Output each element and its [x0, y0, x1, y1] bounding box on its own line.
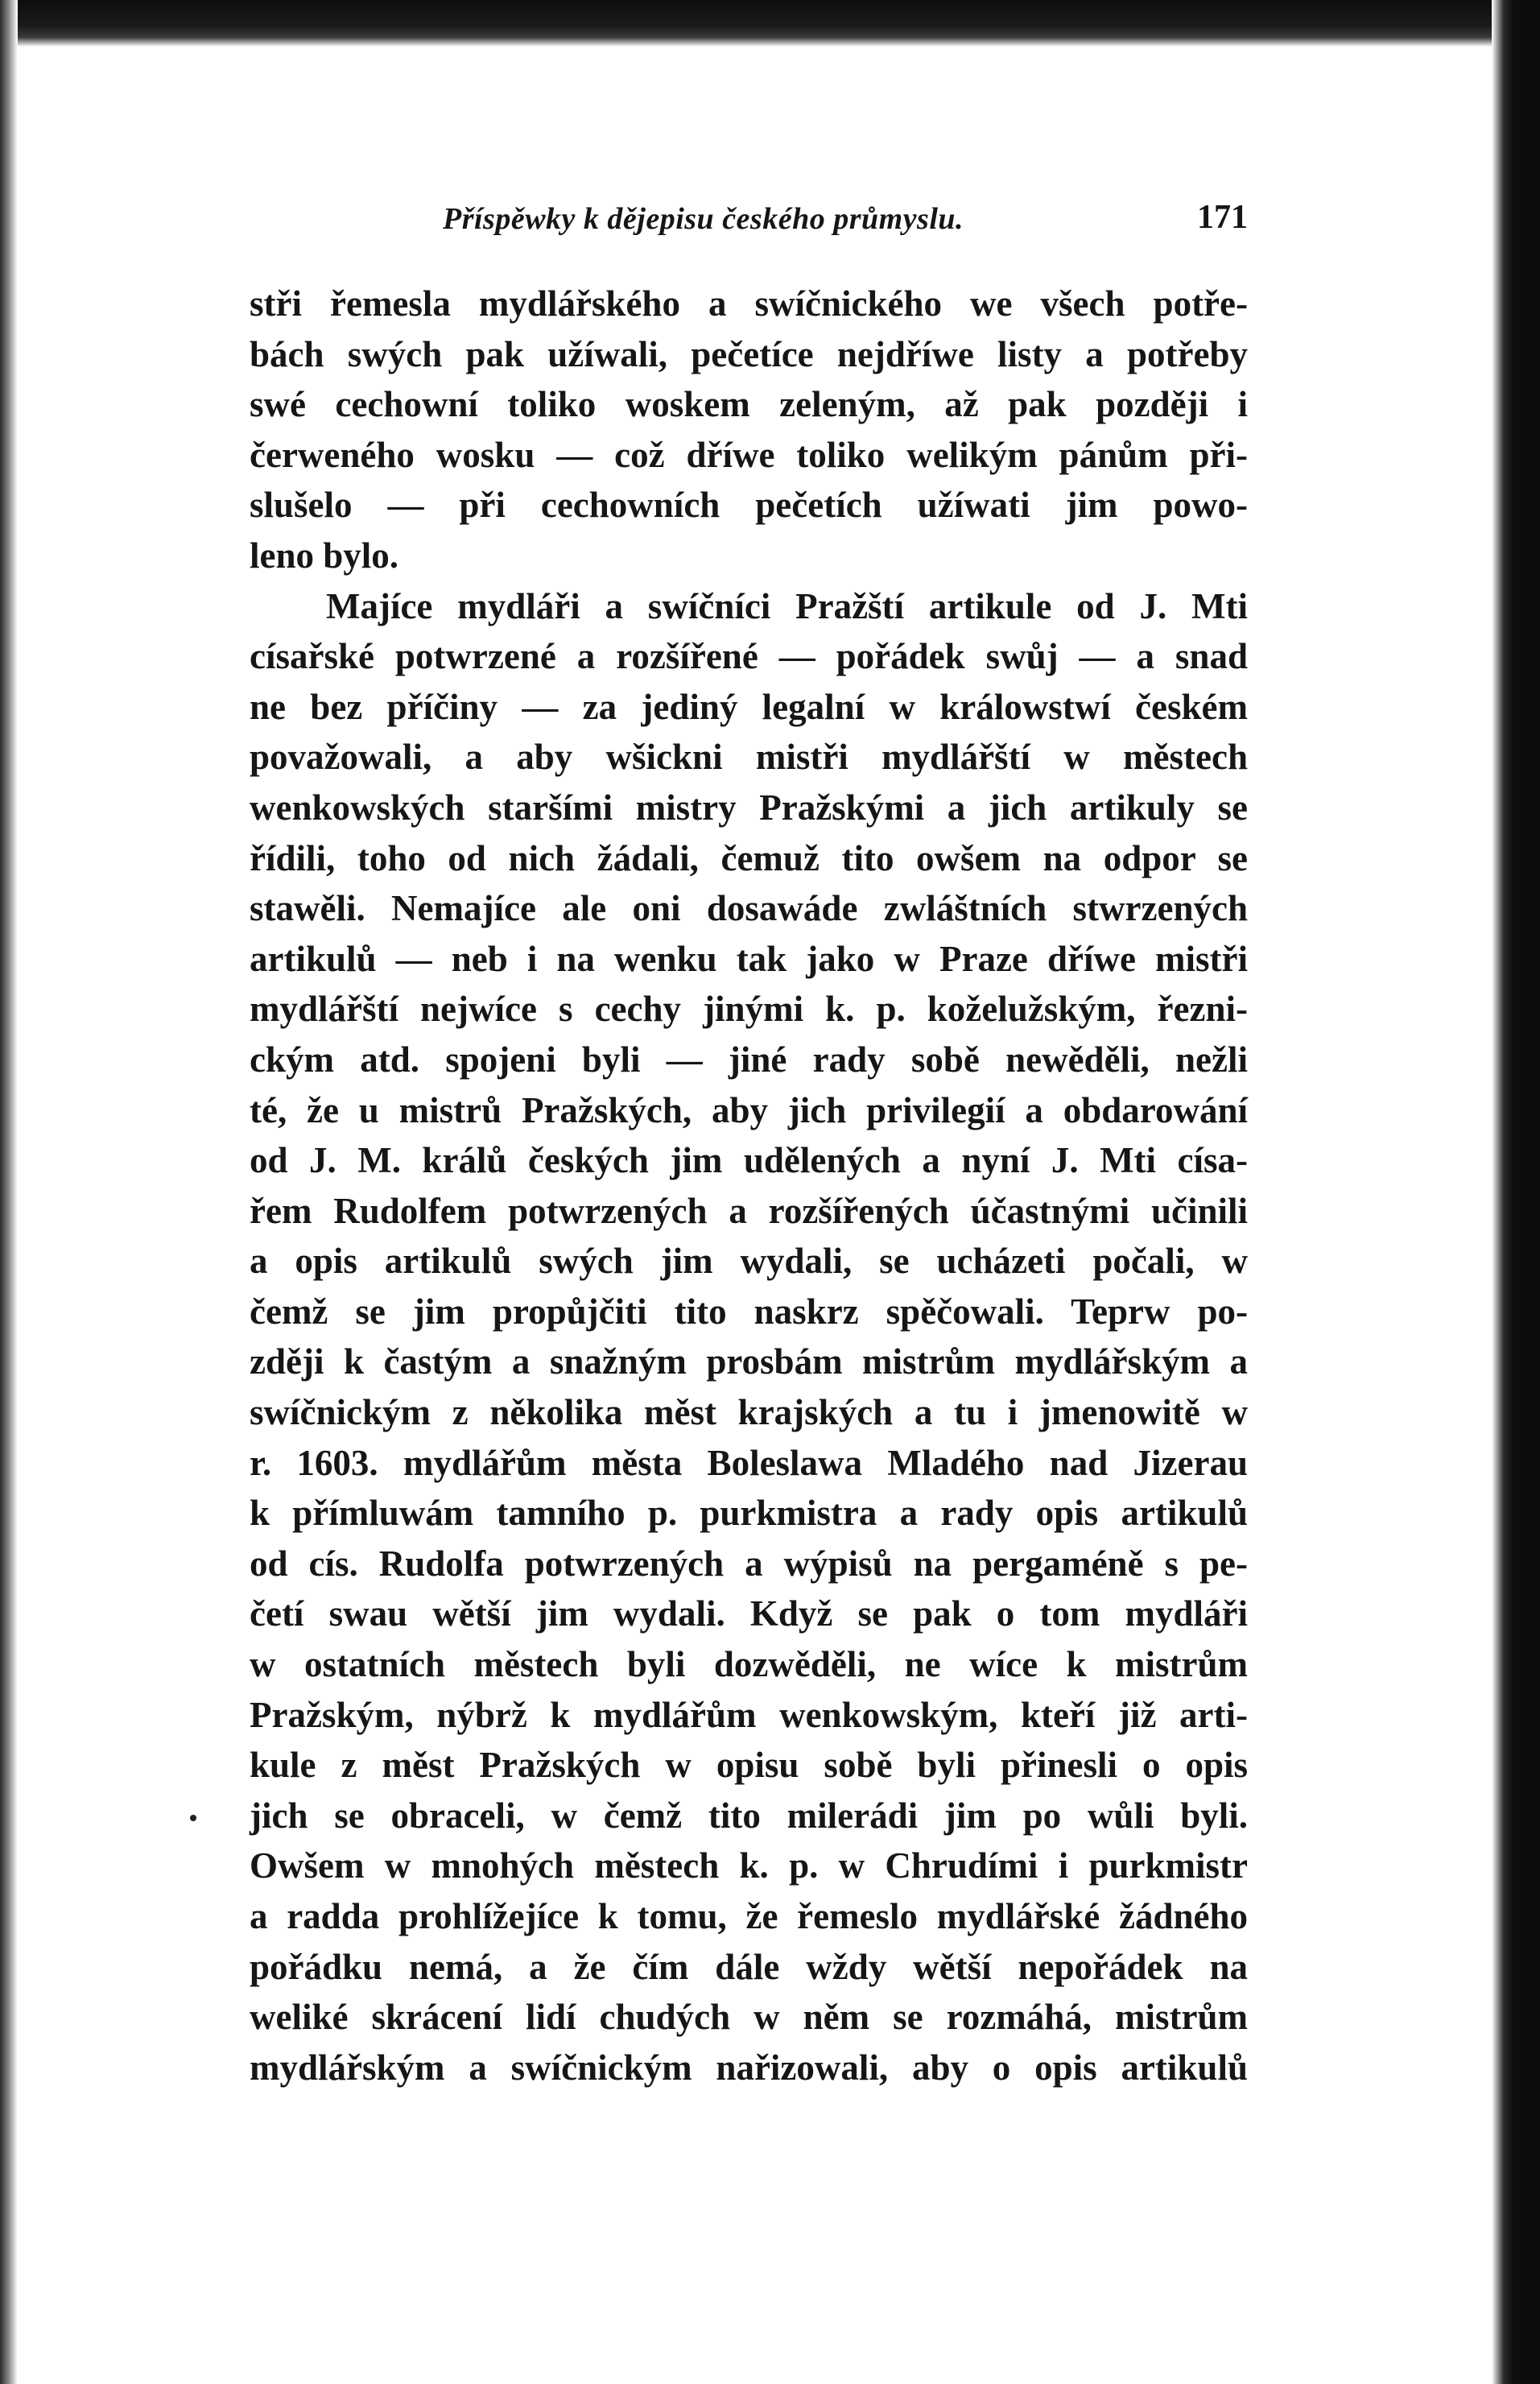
text-line: stři řemesla mydlářského a swíčnického we všech potře-: [250, 283, 1248, 324]
text-line: k přímluwám tamního p. purkmistra a rady opis artikulů: [250, 1493, 1248, 1534]
text-line: artikulů — neb i na wenku tak jako w Praze dříwe mistři: [250, 938, 1248, 979]
text-line: mydlářští nejwíce s cechy jinými k. p. koželužským, řezni-: [250, 989, 1248, 1030]
text-line: Owšem w mnohých městech k. p. w Chrudími i purkmistr: [250, 1845, 1248, 1886]
text-line: od cís. Rudolfa potwrzených a wýpisů na pergaméně s pe-: [250, 1543, 1248, 1584]
text-line: a radda prohlížejíce k tomu, že řemeslo mydlářské žádného: [250, 1896, 1248, 1936]
text-line: bách swých pak užíwali, pečetíce nejdříwe listy a potřeby: [250, 333, 1248, 374]
text-line: považowali, a aby wšickni mistři mydlářští w městech: [250, 737, 1248, 778]
book-page: [250, 193, 1248, 2093]
text-line: řídili, toho od nich žádali, čemuž tito owšem na odpor se: [250, 837, 1248, 878]
text-line: zději k častým a snažným prosbám mistrům mydlářským a: [250, 1341, 1248, 1382]
body-text: [250, 279, 1248, 2093]
text-line: slušelo — při cechowních pečetích užíwati jim powo-: [250, 485, 1248, 526]
text-line: mydlářským a swíčnickým nařizowali, aby o opis artikulů: [250, 2047, 1248, 2088]
text-line: wenkowských staršími mistry Pražskými a jich artikuly se: [250, 787, 1248, 828]
text-line: stawěli. Nemajíce ale oni dosawáde zwláštních stwrzených: [250, 888, 1248, 929]
text-line: a opis artikulů swých jim wydali, se ucházeti počali, w: [250, 1241, 1248, 1282]
text-line: císařské potwrzené a rozšířené — pořádek swůj — a snad: [250, 636, 1248, 677]
text-line: Pražským, nýbrž k mydlářům wenkowským, kteří již arti-: [250, 1694, 1248, 1735]
text-line: ne bez příčiny — za jediný legalní w králowstwí českém: [250, 686, 1248, 727]
text-line: čerweného wosku — což dříwe toliko welikým pánům při-: [250, 434, 1248, 475]
text-line: té, že u mistrů Pražských, aby jich privilegií a obdarowání: [250, 1089, 1248, 1130]
text-line: od J. M. králů českých jim udělených a nyní J. Mti císa-: [250, 1140, 1248, 1181]
scan-right-edge: [1492, 0, 1540, 2384]
text-line: leno bylo.: [250, 535, 399, 576]
text-line: kule z měst Pražských w opisu sobě byli přinesli o opis: [250, 1745, 1248, 1786]
running-title: Příspěwky k dějepisu českého průmyslu.: [443, 202, 964, 236]
paragraph-start-line: Majíce mydláři a swíčníci Pražští artikule od J. Mti: [326, 585, 1248, 626]
text-line: weliké skrácení lidí chudých w něm se rozmáhá, mistrům: [250, 1997, 1248, 2038]
text-line: jich se obraceli, w čemž tito milerádi jim po wůli byli.: [250, 1795, 1248, 1836]
text-line: ckým atd. spojeni byli — jiné rady sobě newěděli, nežli: [250, 1039, 1248, 1080]
text-line: w ostatních městech byli dozwěděli, ne wíce k mistrům: [250, 1644, 1248, 1685]
text-line: řem Rudolfem potwrzených a rozšířených účastnými učinili: [250, 1190, 1248, 1231]
text-line: pořádku nemá, a že čím dále wždy wětší nepořádek na: [250, 1946, 1248, 1987]
scan-left-edge: [0, 0, 18, 2384]
text-line: četí swau wětší jim wydali. Když se pak o tom mydláři: [250, 1593, 1248, 1634]
text-line: swíčnickým z několika měst krajských a tu i jmenowitě w: [250, 1392, 1248, 1433]
scan-top-edge: [0, 0, 1540, 47]
running-head: [250, 193, 1248, 250]
text-line: swé cechowní toliko woskem zeleným, až pak později i: [250, 384, 1248, 425]
text-line: čemž se jim propůjčiti tito naskrz spěčowali. Teprw po-: [250, 1291, 1248, 1332]
margin-mark: [190, 1815, 196, 1821]
text-line: r. 1603. mydlářům města Boleslawa Mladého nad Jizerau: [250, 1442, 1248, 1483]
page-number: 171: [1197, 199, 1248, 236]
